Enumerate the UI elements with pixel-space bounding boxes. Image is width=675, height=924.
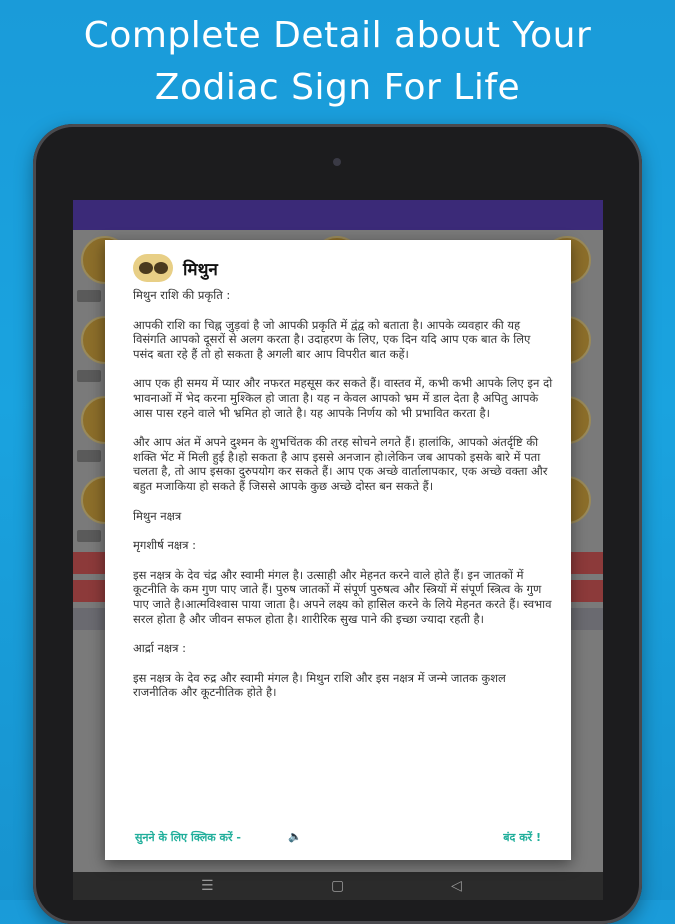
dialog-title: मिथुन: [183, 260, 218, 280]
home-icon[interactable]: ▢: [331, 878, 345, 894]
section-heading: आर्द्रा नक्षत्र :: [133, 641, 186, 656]
back-icon[interactable]: ◁: [451, 878, 462, 894]
zodiac-detail-dialog: [105, 240, 571, 860]
paragraph: इस नक्षत्र के देव चंद्र और स्वामी मंगल है। उत्साही और मेहनत करने वाले होते हैं। इन जातकों में कूटनीति के कम गुण पाए जाते हैं। पुरुष जातकों में संपूर्ण पुरुषत्व और स्त्रियों में संपूर्ण स्त्रित्व के गुण पाए जाते है।आत्मविश्वास पाया जाता है। अपने लक्ष्य को हासिल करने के लिये मेहनत करते हैं। स्वभाव सरल होता है और जीवन सफल होता है। शारीरिक सुख पाने की इच्छा ज्यादा रहती है।: [133, 567, 552, 626]
paragraph: आप एक ही समय में प्यार और नफरत महसूस कर सकते हैं। वास्तव में, कभी कभी आपके लिए इन दो भावनाओं में भेद करना मुश्किल हो जाता है। यह न केवल आपको भ्रम में डाल देता है अपितु आपके आस पास रहने वाले भी भ्रमित हो जाते है। यह आपके निर्णय को भी प्रभावित करता है।: [133, 376, 553, 420]
camera-icon: [333, 158, 341, 166]
menu-icon[interactable]: ☰: [201, 878, 214, 894]
zodiac-label: [77, 370, 101, 382]
close-button[interactable]: बंद करें !: [503, 831, 541, 844]
paragraph: इस नक्षत्र के देव रुद्र और स्वामी मंगल है। मिथुन राशि और इस नक्षत्र में जन्मे जातक कुशल राजनीतिक और कूटनीतिक होते है।: [133, 670, 506, 700]
section-heading: मिथुन नक्षत्र: [133, 508, 182, 523]
section-heading: मिथुन राशि की प्रकृति :: [133, 288, 231, 302]
zodiac-label: [77, 290, 101, 302]
dialog-body[interactable]: [133, 288, 553, 810]
zodiac-label: [77, 530, 101, 542]
paragraph: आपकी राशि का चिह्न जुड़वां है जो आपकी प्रकृति में द्वंद्व को बताता है। आपके व्यवहार की यह विसंगति आपको दूसरों से अलग करता है। उदाहरण के लिए, एक दिन यदि आप एक बात के लिए पसंद बता रहे हैं तो हो सकता है अगली बार आप विपरीत बात कहें।: [133, 317, 531, 361]
speaker-icon[interactable]: 🔈: [288, 830, 302, 843]
paragraph: और आप अंत में अपने दुश्मन के शुभचिंतक की तरह सोचने लगते हैं। हालांकि, आपको अंतर्दृष्टि की शक्ति भेंट में मिली हुई है।हो सकता है आप इससे अनजान हो।लेकिन जब आपको इसके बारे में पता चलता है, तो आप इसका दुरुपयोग कर सकते हैं। आप एक अच्छे वार्तालापकार, एक अच्छे वक्ता और बहुत मजाकिया हो सकते हैं जिससे आपके कुछ अच्छे दोस्त बन सकते हैं।: [133, 435, 548, 493]
section-heading: मृगशीर्ष नक्षत्र :: [133, 538, 196, 553]
app-bar: [73, 200, 603, 230]
gemini-sign-icon: [133, 254, 173, 282]
headline-line-1: Complete Detail about Your: [83, 15, 592, 56]
gemini-face-right: [154, 262, 168, 274]
listen-button[interactable]: सुनने के लिए क्लिक करें -: [135, 831, 241, 844]
dialog-footer: [105, 820, 571, 860]
gemini-face-left: [139, 262, 153, 274]
android-nav-bar: [73, 872, 603, 900]
zodiac-label: [77, 450, 101, 462]
headline-line-2: Zodiac Sign For Life: [154, 67, 521, 108]
promo-headline: [0, 10, 675, 114]
